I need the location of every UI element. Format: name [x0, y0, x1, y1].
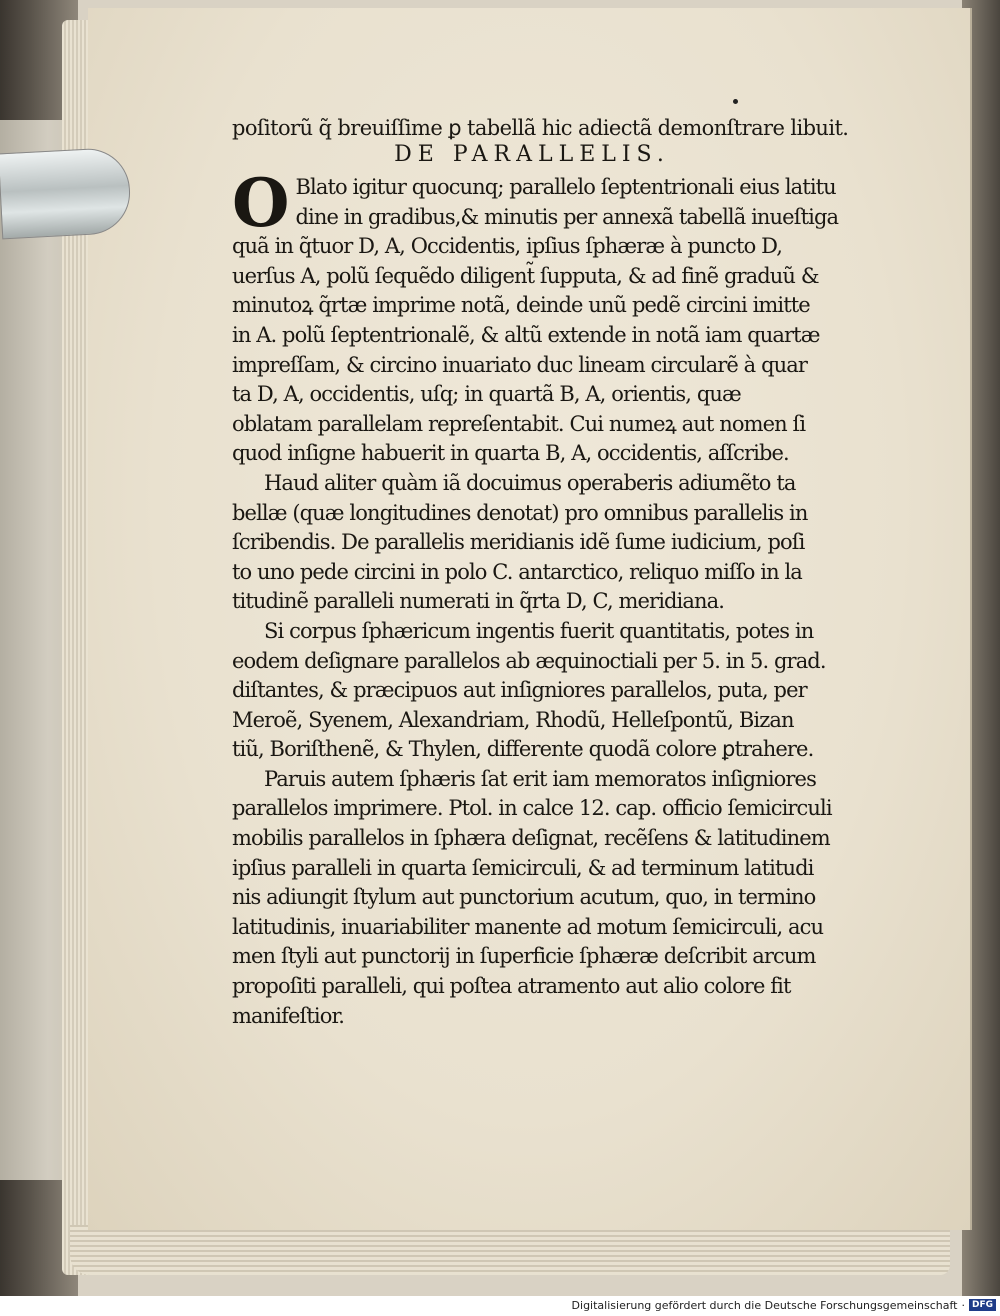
- text-line: quã in q̃tuor D, A, Occidentis, ipſius ſphæræ à puncto D,: [232, 234, 783, 259]
- page-edges-bottom: [70, 1225, 950, 1275]
- footer: [572, 1296, 996, 1314]
- text-line: to uno pede circini in polo C. antarctico, reliquo miſſo in la: [232, 559, 802, 584]
- text-line: men ſtyli aut punctorij in ſuperficie ſphæræ deſcribit arcum: [232, 944, 816, 969]
- text-line: oblatam parallelam repreſentabit. Cui numeꝝ aut nomen ſi: [232, 411, 806, 436]
- text-line: ipſius paralleli in quarta ſemicirculi, & ad terminum latitudi: [232, 855, 814, 880]
- text-line: bellæ (quæ longitudines denotat) pro omnibus parallelis in: [232, 500, 808, 525]
- text-line: Paruis autem ſphæris ſat erit iam memoratos inſigniores: [264, 766, 816, 791]
- text-line: ſcribendis. De parallelis meridianis idẽ ſume iudicium, poſi: [232, 530, 805, 555]
- ink-dot: [733, 99, 738, 104]
- text-line: uerſus A, polũ ſequẽdo diligent̃ ſupputa, & ad finẽ graduũ &: [232, 263, 819, 288]
- text-line: latitudinis, inuariabiliter manente ad motum ſemicirculi, acu: [232, 914, 824, 939]
- dfg-logo-icon: DFG: [969, 1299, 996, 1311]
- page-clip: [0, 147, 132, 240]
- text-line: minutoꝝ q̃rtæ imprime notã, deinde unũ pedẽ circini imitte: [232, 293, 810, 318]
- text-line: Blato igitur quocunq; parallelo ſeptentrionali eius latitu: [295, 175, 836, 199]
- section-title: DE PARALLELIS.: [394, 142, 670, 167]
- text-line: parallelos imprimere. Ptol. in calce 12. cap. officio ſemicirculi: [232, 796, 832, 821]
- text-line: manifeſtior.: [232, 1003, 345, 1028]
- header-line: poſitorũ q̃ breuiſſime ꝑ tabellã hic adiectã demonſtrare libuit.: [232, 116, 849, 140]
- paragraph-2: [232, 469, 832, 617]
- text-line: eodem deſignare parallelos ab æquinoctiali per 5. in 5. grad.: [232, 648, 826, 673]
- text-line: propoſiti paralleli, qui poſtea atramento aut alio colore fit: [232, 974, 791, 999]
- text-line: Si corpus ſphæricum ingentis fuerit quantitatis, potes in: [264, 618, 814, 643]
- text-line: mobilis parallelos in ſphæra deſignat, recẽſens & latitudinem: [232, 826, 830, 851]
- text-line: Meroẽ, Syenem, Alexandriam, Rhodũ, Helleſpontũ, Bizan: [232, 707, 794, 732]
- paragraph-3: [232, 617, 832, 765]
- text-line: diſtantes, & præcipuos aut inſigniores parallelos, puta, per: [232, 678, 807, 703]
- text-line: ta D, A, occidentis, uſq; in quartã B, A, orientis, quæ: [232, 382, 741, 407]
- text-line: titudinẽ paralleli numerati in q̃rta D, C, meridiana.: [232, 589, 725, 614]
- text-line: Haud aliter quàm iã docuimus operaberis adiumẽto ta: [264, 470, 796, 495]
- footer-separator: ·: [961, 1298, 965, 1312]
- text-line: quod inſigne habuerit in quarta B, A, occidentis, aſſcribe.: [232, 441, 789, 466]
- paragraph-1: [232, 164, 839, 469]
- footer-text: Digitalisierung gefördert durch die Deutsche Forschungsgemeinschaft: [571, 1298, 958, 1312]
- page-text: [232, 116, 849, 1031]
- text-line: dine in gradibus,& minutis per annexã tabellã inueſtiga: [295, 204, 839, 229]
- text-line: impreſſam, & circino inuariato duc lineam circularẽ à quar: [232, 352, 807, 377]
- paragraph-4: [232, 765, 832, 1031]
- initial-letter: O: [232, 164, 290, 242]
- text-line: tiũ, Boriſthenẽ, & Thylen, differente quodã colore ꝑtrahere.: [232, 737, 814, 762]
- text-line: in A. polũ ſeptentrionalẽ, & altũ extende in notã iam quartæ: [232, 322, 820, 347]
- text-line: nis adiungit ſtylum aut punctorium acutum, quo, in termino: [232, 885, 816, 910]
